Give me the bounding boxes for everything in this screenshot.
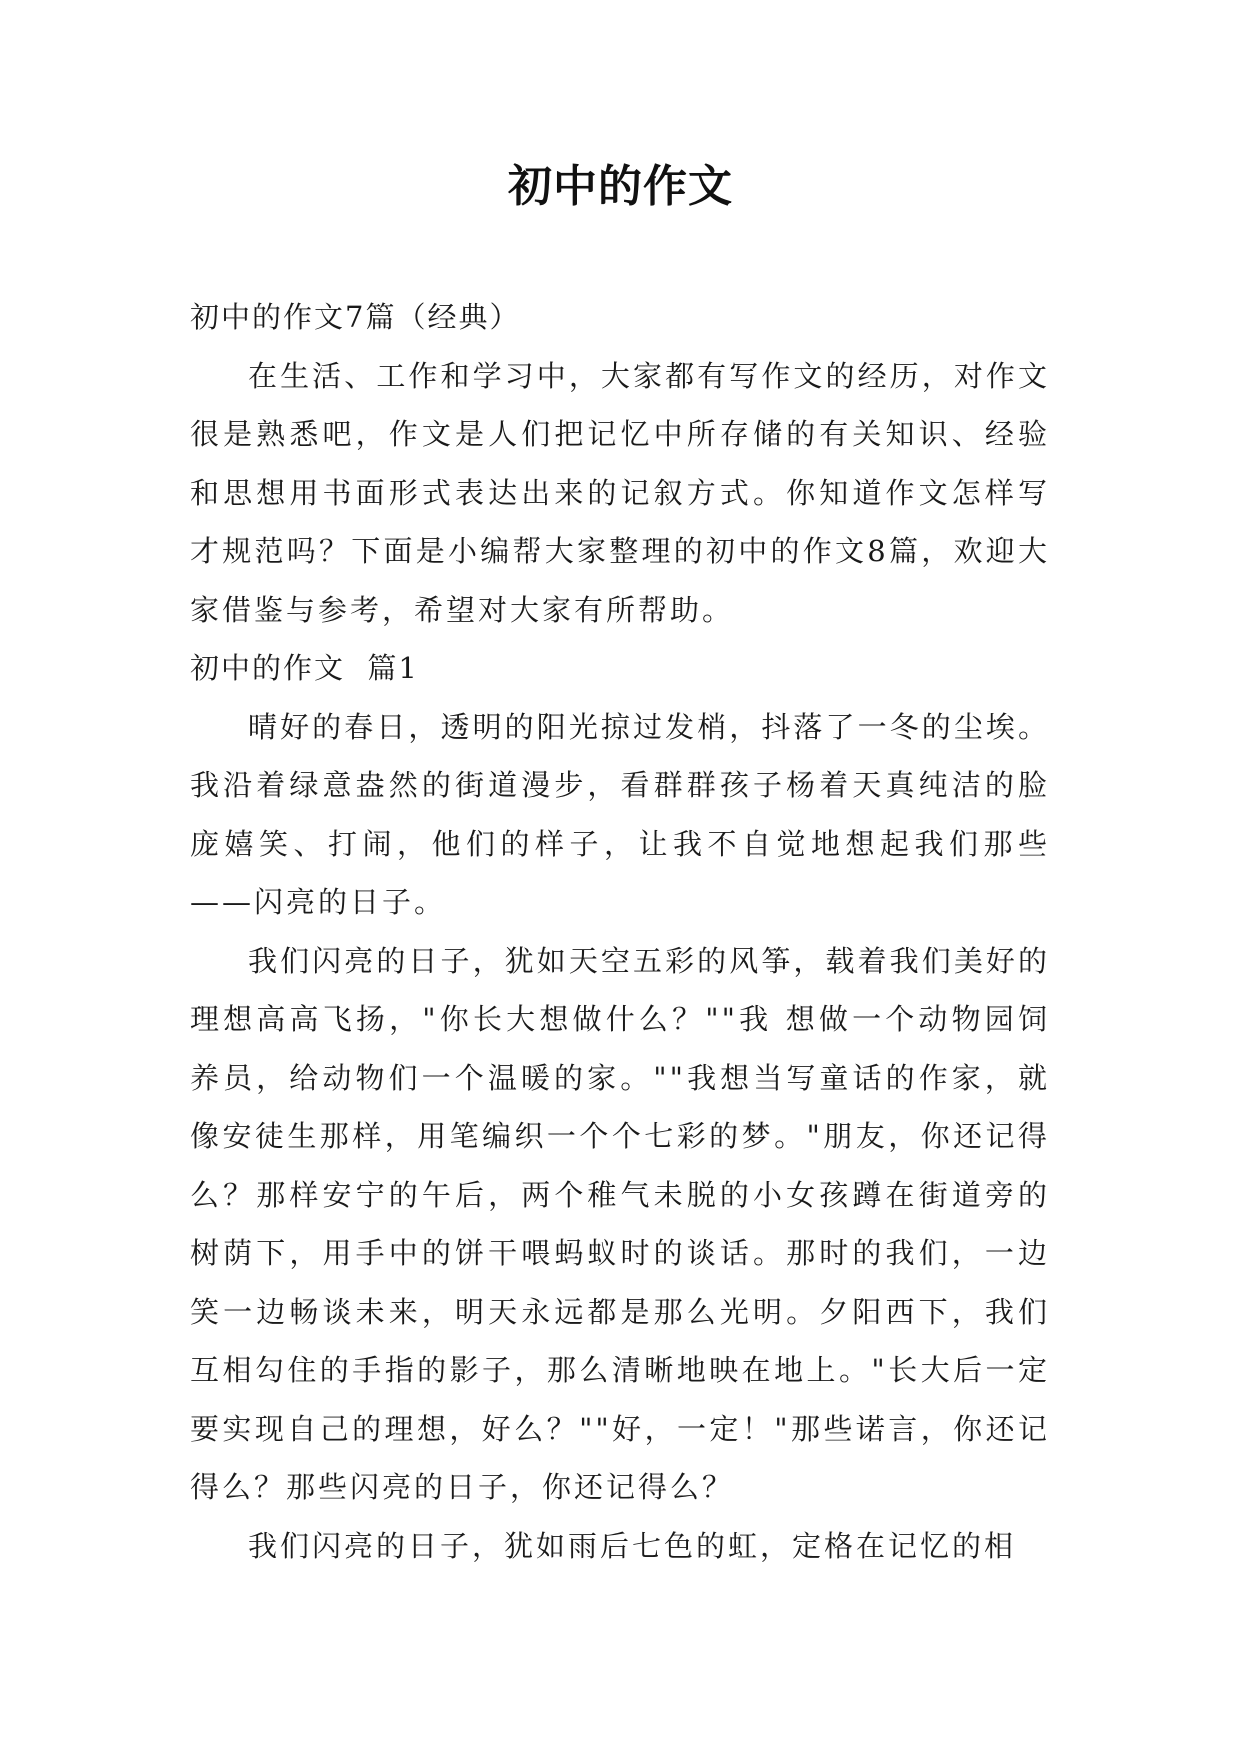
body-paragraph-1: 晴好的春日，透明的阳光掠过发梢，抖落了一冬的尘埃。我沿着绿意盎然的街道漫步，看群群孩子杨着天真纯洁的脸庞嬉笑、打闹，他们的样子，让我不自觉地想起我们那些——闪亮的日子。: [190, 709, 1050, 919]
body-paragraph-2: 我们闪亮的日子，犹如天空五彩的风筝，载着我们美好的理想高高飞扬，"你长大想做什么？""我 想做一个动物园饲养员，给动物们一个温暖的家。""我想当写童话的作家，就像安徒生那样，用笔编织一个个七彩的梦。"朋友，你还记得么？那样安宁的午后，两个稚气未脱的小女孩蹲在街道旁的树荫下，用手中的饼干喂蚂蚁时的谈话。那时的我们，一边笑一边畅谈未来，明天永远都是那么光明。夕阳西下，我们互相勾住的手指的影子，那么清晰地映在地上。"长大后一定要实现自己的理想，好么？""好，一定！"那些诺言，你还记得么？那些闪亮的日子，你还记得么？: [190, 943, 1050, 1504]
intro-paragraph: 在生活、工作和学习中，大家都有写作文的经历，对作文很是熟悉吧，作文是人们把记忆中所存储的有关知识、经验和思想用书面形式表达出来的记叙方式。你知道作文怎样写才规范吗？下面是小编帮大家整理的初中的作文8篇，欢迎大家借鉴与参考，希望对大家有所帮助。: [190, 358, 1050, 627]
body-paragraph-3: 我们闪亮的日子，犹如雨后七色的虹，定格在记忆的相: [248, 1528, 1017, 1563]
section-heading: 初中的作文 篇1: [190, 651, 419, 685]
document-body: [190, 288, 1050, 1575]
document-subtitle: 初中的作文7篇（经典）: [190, 300, 521, 334]
document-title: 初中的作文: [508, 161, 733, 212]
